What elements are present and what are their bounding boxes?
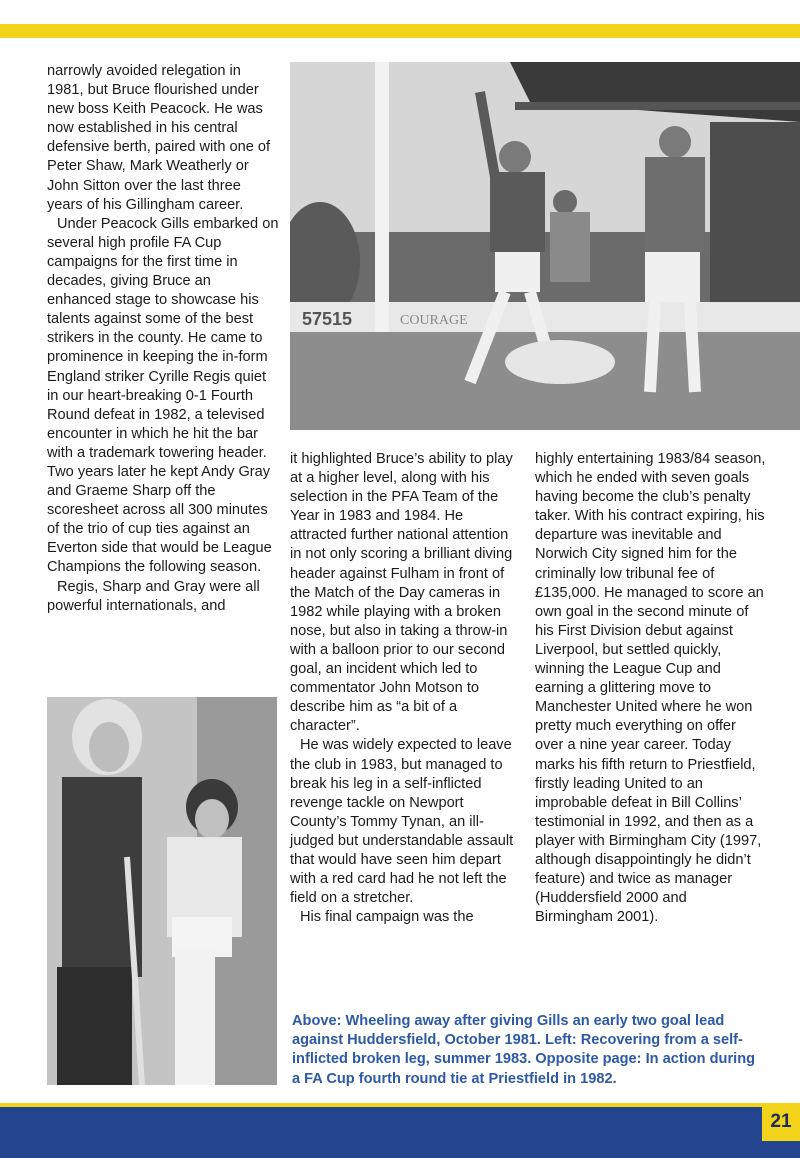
text-column-3 xyxy=(535,450,767,927)
paragraph: highly entertaining 1983/84 season, which he ended with seven goals having become the club’s penalty taker. With his contract expiring, his departure was inevitable and Norwich City signed him for the criminally low tribunal fee of £135,000. He managed to score an own goal in the second minute of his First Division debut against Liverpool, but settled quickly, winning the League Cup and earning a glittering move to Manchester United where he won pretty much everything on offer over a nine year career. Today marks his fifth return to Priestfield, firstly leading United to an improbable defeat in Bill Collins’ testimonial in 1992, and then as a player with Birmingham City (1997, although disappointingly he didn’t feature) and twice as manager (Huddersfield 2000 and Birmingham 2001). xyxy=(535,451,766,926)
recovering-photo xyxy=(47,697,277,1085)
board-number: 57515 xyxy=(302,309,353,329)
text-column-2 xyxy=(290,450,518,927)
top-accent-stripe xyxy=(0,24,800,38)
text-column-1 xyxy=(47,62,279,616)
paragraph: Under Peacock Gills embarked on several high profile FA Cup campaigns for the first time in decades, giving Bruce an enhanced stage to showcase his talents against some of the best strikers in the county. He came to prominence in keeping the in-form England striker Cyrille Regis quiet in our heart-breaking 0-1 Fourth Round defeat in 1982, a televised encounter in which he hit the bar with a trademark towering header. Two years later he kept Andy Gray and Graeme Sharp off the scoresheet across all 300 minutes of the trio of cup ties against an Everton side that would be League Champions the following season. xyxy=(47,215,279,576)
board-sponsor: COURAGE xyxy=(400,313,468,328)
paragraph: Regis, Sharp and Gray were all powerful internationals, and xyxy=(47,578,260,614)
recovering-illustration xyxy=(47,697,277,1085)
top-margin xyxy=(0,0,800,24)
paragraph: narrowly avoided relegation in 1981, but Bruce flourished under new boss Keith Peacock. He was now established in his central defensive berth, paired with one of Peter Shaw, Mark Weatherly or John Sitton over the last three years of his Gillingham career. xyxy=(47,63,271,213)
page-number: 21 xyxy=(762,1103,800,1141)
paragraph: His final campaign was the xyxy=(300,909,474,926)
paragraph: it highlighted Bruce’s ability to play at a higher level, along with his selection in the PFA Team of the Year in 1983 and 1984. He attracted further national attention in not only scoring a brilliant diving header against Fulham in front of the Match of the Day cameras in 1982 while playing with a broken nose, but also in taking a throw-in with a balloon prior to our second goal, an incident which led to commentator John Motson to describe him as “a bit of a character”. xyxy=(290,451,513,735)
match-action-photo xyxy=(290,62,800,430)
footer-band xyxy=(0,1107,800,1158)
paragraph: He was widely expected to leave the club in 1983, but managed to break his leg in a self-inflicted revenge tackle on Newport County’s Tommy Tynan, an ill-judged but understandable assault that would have seen him depart with a red card had he not left the field on a stretcher. xyxy=(290,737,514,907)
photo-caption: Above: Wheeling away after giving Gills an early two goal lead against Huddersfield, October 1981. Left: Recovering from a self-inflicted broken leg, summer 1983. Opposite page: In action during a FA Cup fourth round tie at Priestfield in 1982. xyxy=(292,1013,756,1087)
match-action-illustration xyxy=(290,62,800,430)
